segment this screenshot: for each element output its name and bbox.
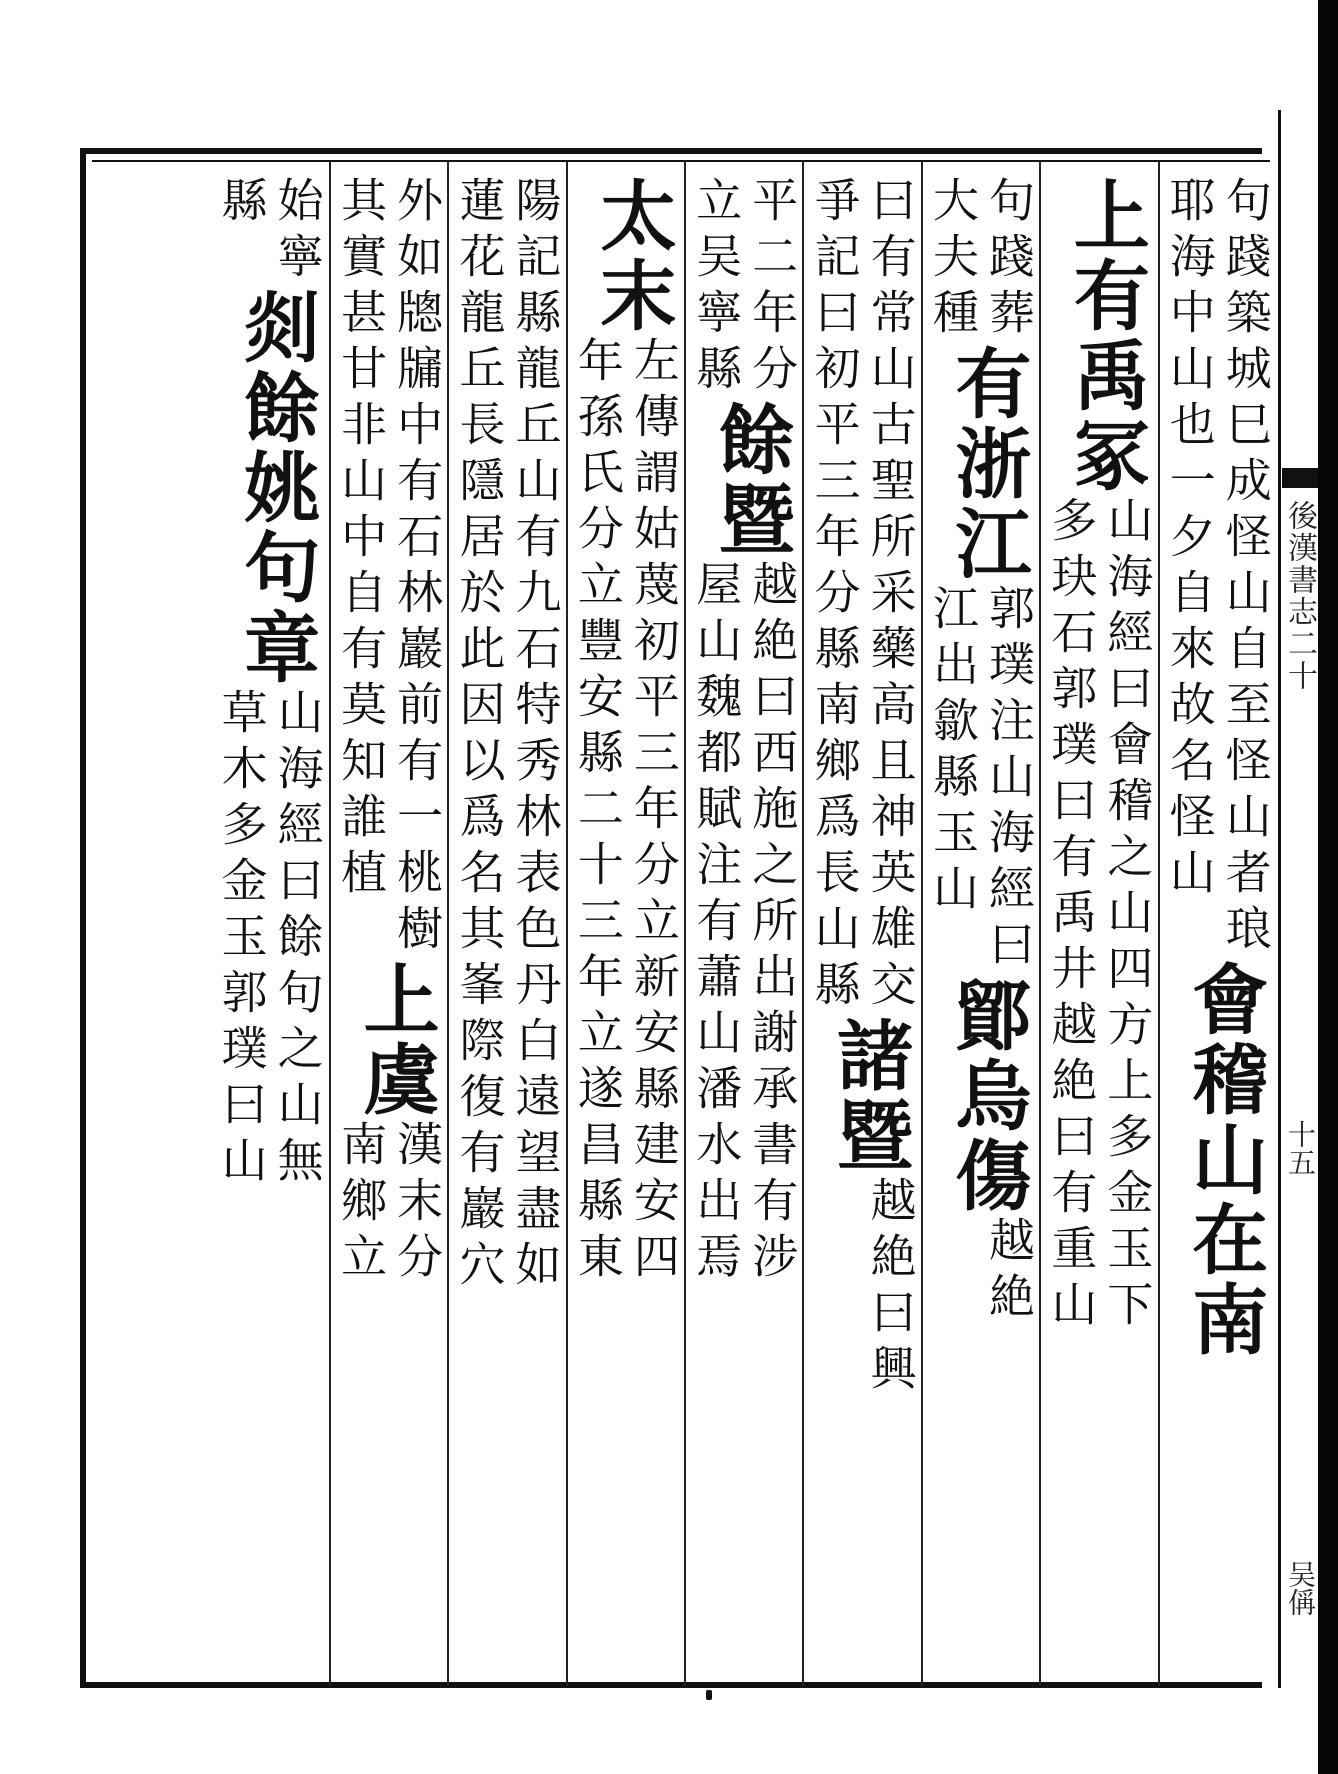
annotation-pair — [570, 336, 682, 1288]
spine-folio: 十五 — [1284, 1120, 1317, 1176]
annotation-right: 曰有常山古聖所采藥高且神英雄交 — [863, 176, 918, 1016]
annotation-right: 句踐葬 — [982, 176, 1037, 344]
main-text: 上有禹冢 — [1061, 176, 1151, 496]
main-text: 會稽山在南 — [1179, 960, 1269, 1360]
text-column — [447, 162, 565, 1686]
annotation-left: 屋山魏都賦注有蕭山潘水出焉 — [689, 560, 744, 1288]
annotation-left: 其實甚甘非山中自有莫知誰植 — [334, 176, 389, 904]
spine-cap — [1278, 110, 1321, 160]
fishtail-mark — [1282, 468, 1318, 488]
column-stack — [925, 176, 1037, 1686]
annotation-pair — [333, 176, 445, 960]
annotation-right: 平二年分 — [745, 176, 800, 400]
text-column — [210, 162, 328, 1686]
annotation-left: 多玦石郭璞曰有禹井越絶曰有重山 — [1044, 496, 1099, 1336]
column-stack — [333, 176, 445, 1686]
annotation-left: 耶海中山也一夕自來故名怪山 — [1162, 176, 1217, 904]
spine-bottom-text: 吴偁 — [1284, 1560, 1317, 1616]
text-column — [1039, 162, 1157, 1686]
annotation-right: 山海經曰會稽之山四方上多金玉下 — [1100, 496, 1155, 1336]
binding-shadow — [1318, 0, 1338, 1774]
column-stack — [1162, 176, 1274, 1686]
annotation-pair — [333, 1120, 445, 1288]
annotation-text: 越絶曰興 — [863, 1176, 918, 1400]
main-text: 鄮烏傷 — [943, 976, 1033, 1216]
annotation-pair — [688, 560, 800, 1288]
annotation-right: 陽記縣龍丘山有九石特秀林表色丹白遠望盡如 — [508, 176, 563, 1296]
main-text: 太末 — [587, 176, 677, 336]
annotation-right: 始寧 — [270, 176, 325, 288]
annotation-left: 縣 — [214, 176, 269, 232]
text-columns — [92, 162, 1276, 1686]
annotation-right: 漢末分 — [390, 1120, 445, 1288]
annotation-left: 南鄉立 — [334, 1120, 389, 1288]
main-text: 餘暨 — [706, 400, 796, 560]
text-column — [329, 162, 447, 1686]
annotation-right: 越絶曰西施之所出謝承書有涉 — [745, 560, 800, 1288]
text-column — [921, 162, 1039, 1686]
column-stack — [214, 176, 326, 1686]
annotation-left: 年孫氏分立豐安縣二十三年立遂昌縣東 — [570, 336, 625, 1288]
annotation-pair — [925, 584, 1037, 976]
annotation-pair — [214, 176, 326, 288]
main-text: 諸暨 — [824, 1016, 914, 1176]
column-stack — [1043, 176, 1155, 1686]
annotation-left: 江出歙縣玉山 — [926, 584, 981, 920]
annotation-right: 山海經曰餘句之山無 — [270, 688, 325, 1192]
text-column — [566, 162, 684, 1686]
annotation-right: 郭璞注山海經曰 — [982, 584, 1037, 976]
column-stack — [451, 176, 563, 1686]
annotation-text: 越絶 — [982, 1216, 1037, 1328]
main-text: 剡餘姚句章 — [231, 288, 321, 688]
annotation-pair — [451, 176, 563, 1296]
annotation-left: 蓮花龍丘長隱居於此因以爲名其峯際復有巖穴 — [452, 176, 507, 1296]
column-stack — [688, 176, 800, 1686]
annotation-left: 草木多金玉郭璞曰山 — [214, 688, 269, 1192]
annotation-left: 大夫種 — [926, 176, 981, 344]
text-column — [684, 162, 802, 1686]
annotation-pair — [688, 176, 800, 400]
annotation-pair — [807, 176, 919, 1016]
annotation-right: 左傳謂姑蔑初平三年分立新安縣建安四 — [626, 336, 681, 1288]
text-column — [802, 162, 920, 1686]
column-stack — [807, 176, 919, 1686]
column-stack — [570, 176, 682, 1686]
text-column — [1158, 162, 1276, 1686]
main-text: 有浙江 — [943, 344, 1033, 584]
annotation-pair — [925, 176, 1037, 344]
center-spine — [1278, 160, 1321, 1688]
annotation-right: 句踐築城巳成怪山自至怪山者琅 — [1218, 176, 1273, 960]
annotation-left: 爭記曰初平三年分縣南鄉爲長山縣 — [807, 176, 862, 1016]
main-text: 上虞 — [351, 960, 441, 1120]
ink-spot — [706, 1690, 712, 1700]
spine-title: 後漢書志二十 — [1282, 500, 1317, 692]
annotation-right: 外如牕牖中有石林巖前有一桃樹 — [390, 176, 445, 960]
annotation-pair — [1043, 496, 1155, 1336]
annotation-pair — [214, 688, 326, 1192]
annotation-pair — [1162, 176, 1274, 960]
annotation-left: 立吴寧縣 — [689, 176, 744, 400]
